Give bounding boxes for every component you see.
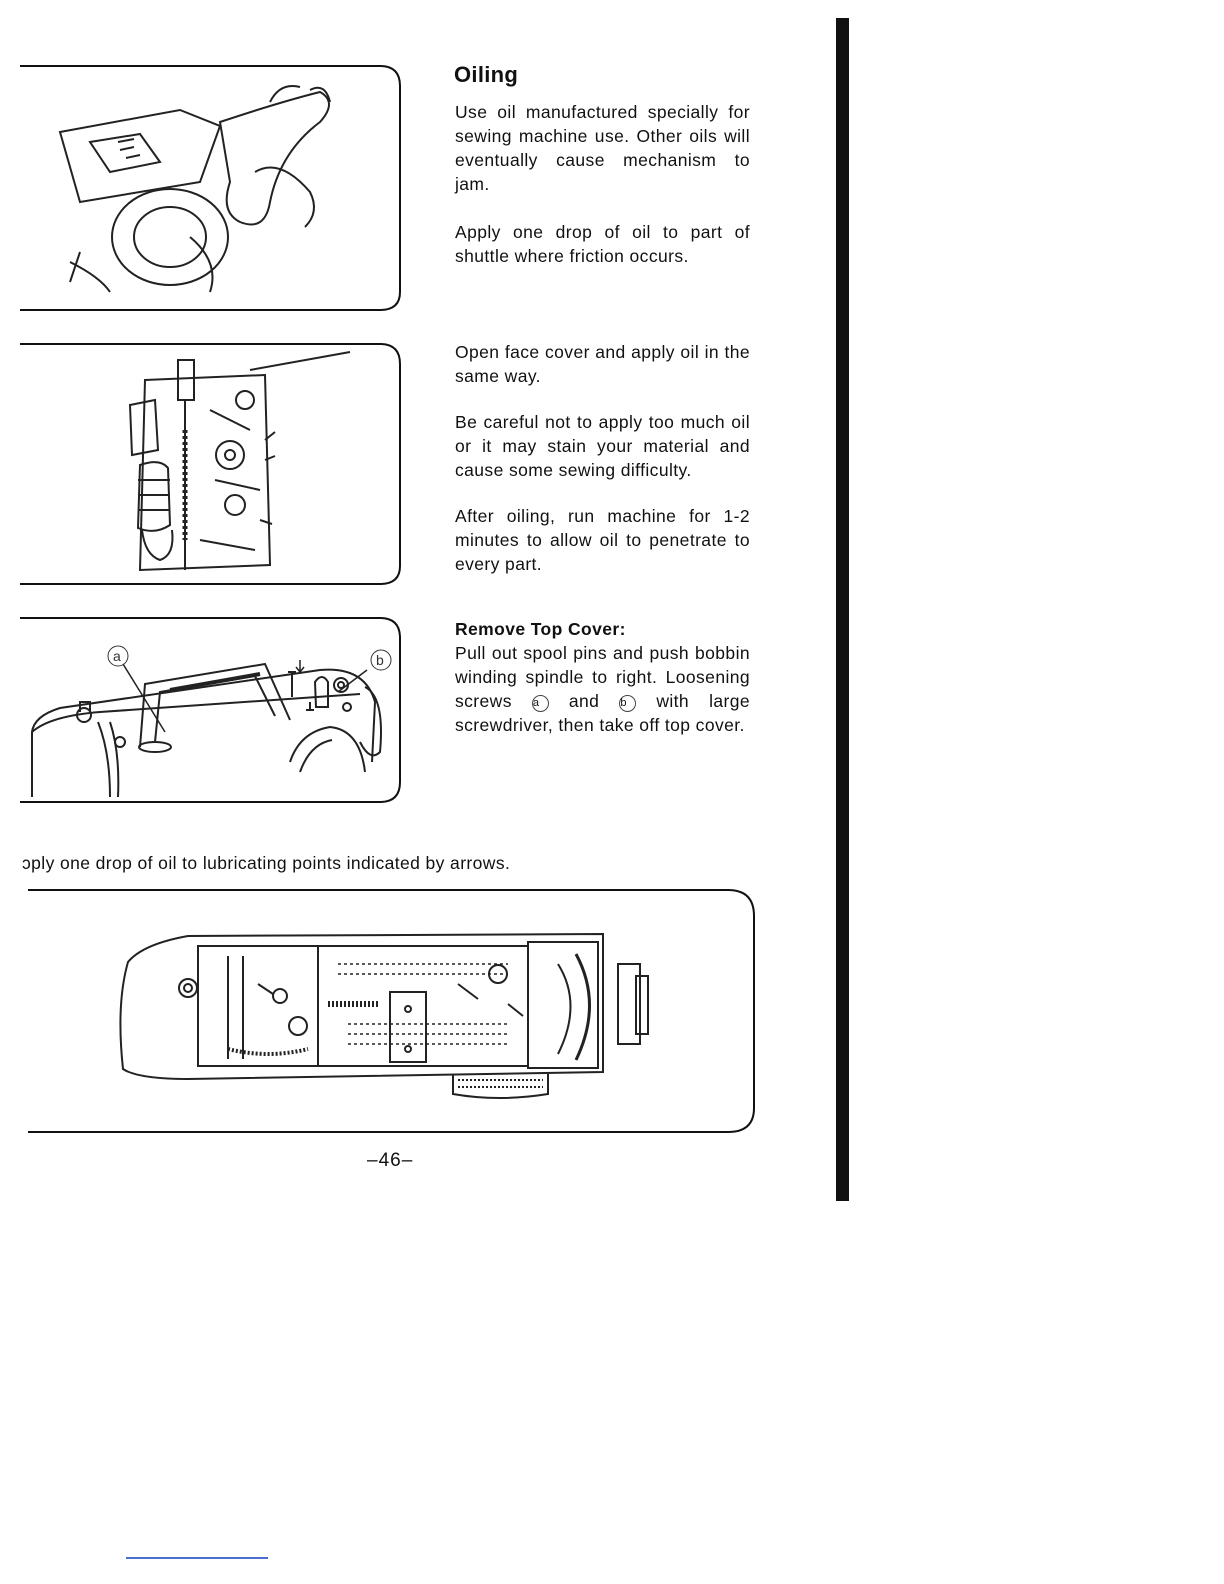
label-a: a [113,648,121,664]
paragraph-careful: Be careful not to apply too much oil or it may stain your material and cause some sewing difficulty. [455,412,750,480]
paragraph-shuttle: Apply one drop of oil to part of shuttle where friction occurs. [455,222,750,266]
paragraph-top-cover: Pull out spool pins and push bobbin winding spindle to right. Loosening screws a and b with large screwdriver, then take off top cover. [455,643,750,735]
figure-top-cover [20,612,405,807]
text-block-1 [455,100,750,268]
label-b: b [376,652,384,668]
footer-rule [126,1557,268,1559]
figure-face-cover [20,340,405,590]
circled-a: a [532,695,549,712]
section-title: Oiling [454,62,519,87]
subheading-top-cover: Remove Top Cover: [455,619,626,639]
text-block-2 [455,340,750,576]
paragraph-after-oiling: After oiling, run machine for 1-2 minutes to allow oil to penetrate to every part. [455,506,750,574]
figure-shuttle-oiling [20,62,405,314]
figure-lubricating-points [28,884,763,1136]
paragraph-oil-type: Use oil manufactured specially for sewing machine use. Other oils will eventually cause mechanism to jam. [455,102,750,194]
text-block-3 [455,617,750,737]
margin-bar [836,18,849,1201]
figure-caption: ɔply one drop of oil to lubricating points indicated by arrows. [22,853,511,873]
circled-b: b [619,695,636,712]
paragraph-face-cover: Open face cover and apply oil in the same way. [455,342,750,386]
page-number: –46– [367,1150,414,1171]
